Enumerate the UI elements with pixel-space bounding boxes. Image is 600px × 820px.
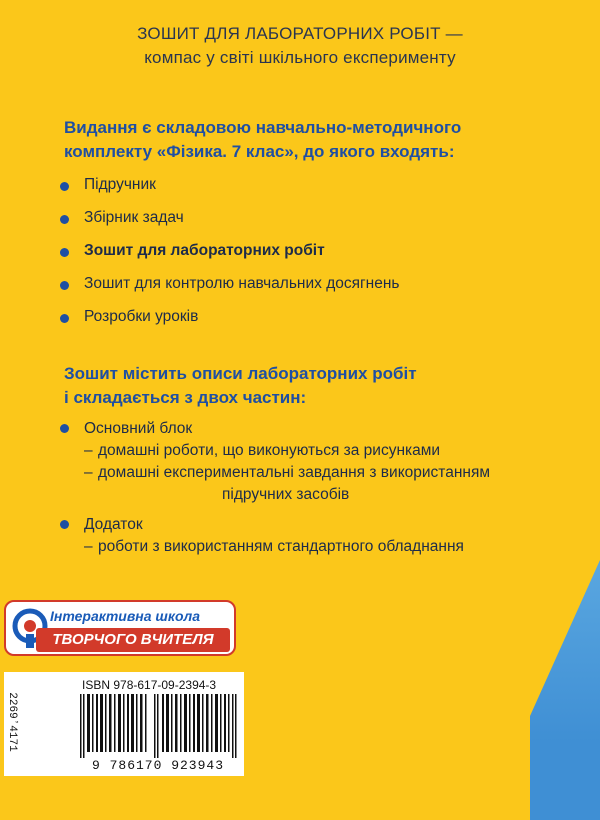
- bullet-icon: [60, 424, 69, 433]
- list-item-label: Підручник: [84, 176, 156, 193]
- sub-item-text: домашні експериментальні завдання з використанням: [98, 464, 491, 481]
- list-item-label: Розробки уроків: [84, 308, 199, 325]
- blue-corner-decoration: [530, 560, 600, 820]
- sub-item: – роботи з використанням стандартного обладнання: [84, 538, 464, 555]
- section1-heading: [64, 116, 461, 164]
- sub-item-text: підручних засобів: [222, 486, 350, 503]
- publisher-logo: [4, 600, 236, 656]
- isbn-label: ISBN 978-617-09-2394-3: [82, 678, 217, 692]
- sub-item-text: домашні роботи, що виконуються за рисунками: [98, 442, 441, 459]
- list-item-highlighted: [60, 242, 399, 275]
- barcode-number: 9 786170 923943: [91, 758, 225, 773]
- list-item: [60, 418, 490, 514]
- tagline-line-2: компас у світі шкільного експерименту: [144, 48, 456, 67]
- section2-heading-line-1: Зошит містить описи лабораторних робіт: [64, 364, 417, 383]
- list-item-label: Збірник задач: [84, 209, 184, 226]
- bullet-icon: [60, 314, 69, 323]
- bullet-icon: [60, 248, 69, 257]
- kit-list: [60, 176, 399, 341]
- list-item-label: Додаток: [84, 516, 143, 533]
- section2-heading: [64, 362, 417, 410]
- sub-item: – домашні експериментальні завдання з використанням: [84, 464, 491, 481]
- barcode-icon: [78, 694, 238, 758]
- sub-item-text: роботи з використанням стандартного обладнання: [98, 538, 464, 555]
- barcode-panel: [4, 672, 244, 776]
- list-item: [60, 514, 490, 564]
- parts-list: [60, 418, 490, 564]
- sub-item: – домашні роботи, що виконуються за рисунками: [84, 442, 441, 459]
- section1-heading-line-1: Видання є складовою навчально-методичного: [64, 118, 462, 137]
- list-item: [60, 176, 399, 209]
- vertical-code: [4, 672, 20, 776]
- list-item-label: Зошит для лабораторних робіт: [84, 242, 325, 259]
- section2-heading-line-2: і складається з двох частин:: [64, 388, 307, 407]
- list-item: [60, 308, 399, 341]
- logo-line-1: Інтерактивна школа: [50, 608, 201, 624]
- list-item: [60, 209, 399, 242]
- sub-item-continuation: [84, 484, 490, 506]
- logo-line-2: ТВОРЧОГО ВЧИТЕЛЯ: [36, 628, 230, 652]
- bullet-icon: [60, 182, 69, 191]
- vertical-code-text: 2269ʼ4171: [6, 692, 18, 752]
- bullet-icon: [60, 520, 69, 529]
- list-item-label: Основний блок: [84, 420, 193, 437]
- tagline: [0, 22, 600, 70]
- list-item-label: Зошит для контролю навчальних досягнень: [84, 275, 400, 292]
- tagline-line-1: ЗОШИТ ДЛЯ ЛАБОРАТОРНИХ РОБІТ —: [137, 24, 463, 43]
- list-item: [60, 275, 399, 308]
- bullet-icon: [60, 281, 69, 290]
- bullet-icon: [60, 215, 69, 224]
- section1-heading-line-2: комплекту «Фізика. 7 клас», до якого входять:: [64, 142, 455, 161]
